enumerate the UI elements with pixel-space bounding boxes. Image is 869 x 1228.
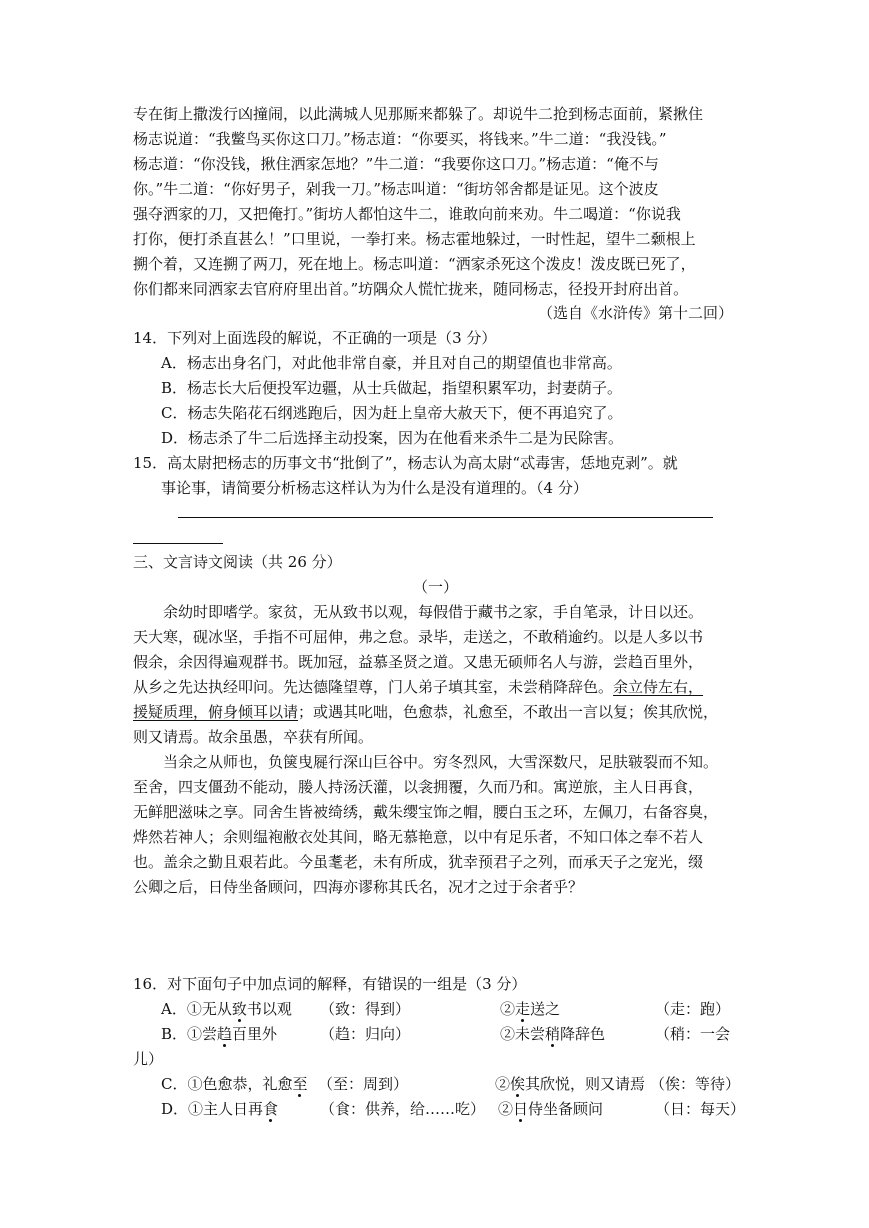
classical-line: 当余之从师也，负箧曳屣行深山巨谷中。穷冬烈风，大雪深数尺，足肤皲裂而不知。: [163, 753, 719, 771]
option-c-item-2: ②俟其欣悦，则又请焉: [495, 1075, 646, 1093]
passage-line: 你。”牛二道：“你好男子，剁我一刀。”杨志叫道：“街坊邻舍都是证见。这个波皮: [133, 180, 659, 198]
classical-line: 从乡之先达执经叩问。先达德隆望尊，门人弟子填其室，未尝稍降辞色。余立侍左右，: [133, 678, 704, 696]
underlined-sentence: 援疑质理，俯身倾耳以请: [133, 703, 299, 721]
passage-line: 强夺洒家的刀，又把俺打。”街坊人都怕这牛二，谁敢向前来劝。牛二喝道：“你说我: [133, 205, 681, 223]
classical-line: 也。盖余之勤且艰若此。今虽耄老，未有所成，犹幸预君子之列，而承天子之宠光，缀: [133, 853, 704, 871]
source-citation: （选自《水浒传》第十二回）: [538, 304, 734, 322]
classical-line: 烨然若神人；余则缊袍敝衣处其间，略无慕艳意，以中有足乐者，不知口体之奉不若人: [133, 828, 704, 846]
question-16-option-b: B．①尝趋百里外: [161, 1025, 278, 1043]
question-16-option-c: C．①色愈恭，礼愈至: [161, 1075, 308, 1093]
classical-line: 至舍，四支僵劲不能动，媵人持汤沃灌，以衾拥覆，久而乃和。寓逆旅，主人日再食，: [133, 778, 704, 796]
answer-line[interactable]: [178, 517, 713, 518]
classical-line: 公卿之后，日侍坐备顾问，四海亦谬称其氏名，况才之过于余者乎？: [133, 878, 584, 896]
question-14-option-b: B．杨志长大后便投军边疆，从士兵做起，指望积累军功，封妻荫子。: [161, 379, 623, 397]
question-14-stem: 14．下列对上面选段的解说，不正确的一项是（3 分）: [133, 329, 497, 347]
option-a-gloss-1: （致：得到）: [320, 1000, 411, 1018]
section-3-title: 三、文言诗文阅读（共 26 分）: [133, 553, 342, 571]
passage-line: 搠个着，又连搠了两刀，死在地上。杨志叫道：“洒家杀死这个泼皮！泼皮既已死了，: [133, 255, 696, 273]
classical-line: 无鲜肥滋味之享。同舍生皆被绮绣，戴朱缨宝饰之帽，腰白玉之环，左佩刀，右备容臭，: [133, 803, 719, 821]
option-a-item-2: ②走送之: [500, 1000, 561, 1018]
option-a-gloss-2: （走：跑）: [655, 1000, 731, 1018]
classical-line: 假余，余因得遍观群书。既加冠，益慕圣贤之道。又患无硕师名人与游，尝趋百里外，: [133, 653, 704, 671]
option-b-item-2: ②未尝稍降辞色: [500, 1025, 606, 1043]
passage-line: 专在街上撒泼行凶撞闹，以此满城人见那厮来都躲了。却说牛二抢到杨志面前，紧揪住: [133, 105, 704, 123]
divider: [133, 543, 223, 544]
passage-line: 杨志说道：“我鳖鸟买你这口刀。”杨志道：“你要买，将钱来。”牛二道：“我没钱。”: [133, 130, 667, 148]
question-16-option-a: A．①无从致书以观: [161, 1000, 292, 1018]
option-b-gloss-1: （趋：归向）: [320, 1025, 411, 1043]
passage-line: 你们都来同洒家去官府府里出首。”坊隅众人慌忙拢来，随同杨志，径投开封府出首。: [133, 280, 689, 298]
option-c-gloss-1: （至：周到）: [318, 1075, 409, 1093]
option-d-gloss-1: （食：供养，给……吃）: [320, 1100, 486, 1118]
underlined-sentence: 余立侍左右，: [613, 678, 704, 696]
question-15-line2: 事论事，请简要分析杨志这样认为为什么是没有道理的。（4 分）: [161, 479, 588, 497]
classical-line: 天大寒，砚冰坚，手指不可屈伸，弗之怠。录毕，走送之，不敢稍逾约。以是人多以书: [133, 628, 704, 646]
option-b-gloss-2: （稍：一会: [655, 1025, 731, 1043]
passage-line: 杨志道：“你没钱，揪住洒家怎地？”牛二道：“我要你这口刀。”杨志道：“俺不与: [133, 155, 659, 173]
question-15-line1: 15．高太尉把杨志的历事文书“批倒了”，杨志认为高太尉“忒毒害，恁地克剥”。就: [133, 454, 678, 472]
question-14-option-c: C．杨志失陷花石纲逃跑后，因为赶上皇帝大赦天下，便不再追究了。: [161, 404, 623, 422]
question-16-stem: 16．对下面句子中加点词的解释，有错误的一组是（3 分）: [133, 975, 527, 993]
passage-line: 打你，便打杀直甚么！”口里说，一拳打来。杨志霍地躲过，一时性起，望牛二颡根上: [133, 230, 696, 248]
section-3-sub: （一）: [413, 578, 459, 596]
option-b-gloss-wrap: 儿）: [133, 1050, 164, 1068]
classical-line: 则又请焉。故余虽愚，卒获有所闻。: [133, 728, 374, 746]
question-14-option-d: D．杨志杀了牛二后选择主动投案，因为在他看来杀牛二是为民除害。: [161, 429, 624, 447]
option-c-gloss-2: （俟：等待）: [650, 1075, 741, 1093]
classical-line: 余幼时即嗜学。家贫，无从致书以观，每假借于藏书之家，手自笔录，计日以还。: [163, 603, 704, 621]
question-14-option-a: A．杨志出身名门，对此他非常自豪，并且对自己的期望值也非常高。: [161, 354, 622, 372]
question-16-option-d: D．①主人日再食: [161, 1100, 279, 1118]
classical-line: 援疑质理，俯身倾耳以请；或遇其叱咄，色愈恭，礼愈至，不敢出一言以复；俟其欣悦，: [133, 703, 719, 721]
option-d-item-2: ②日侍坐备顾问: [498, 1100, 604, 1118]
option-d-gloss-2: （日：每天）: [655, 1100, 746, 1118]
